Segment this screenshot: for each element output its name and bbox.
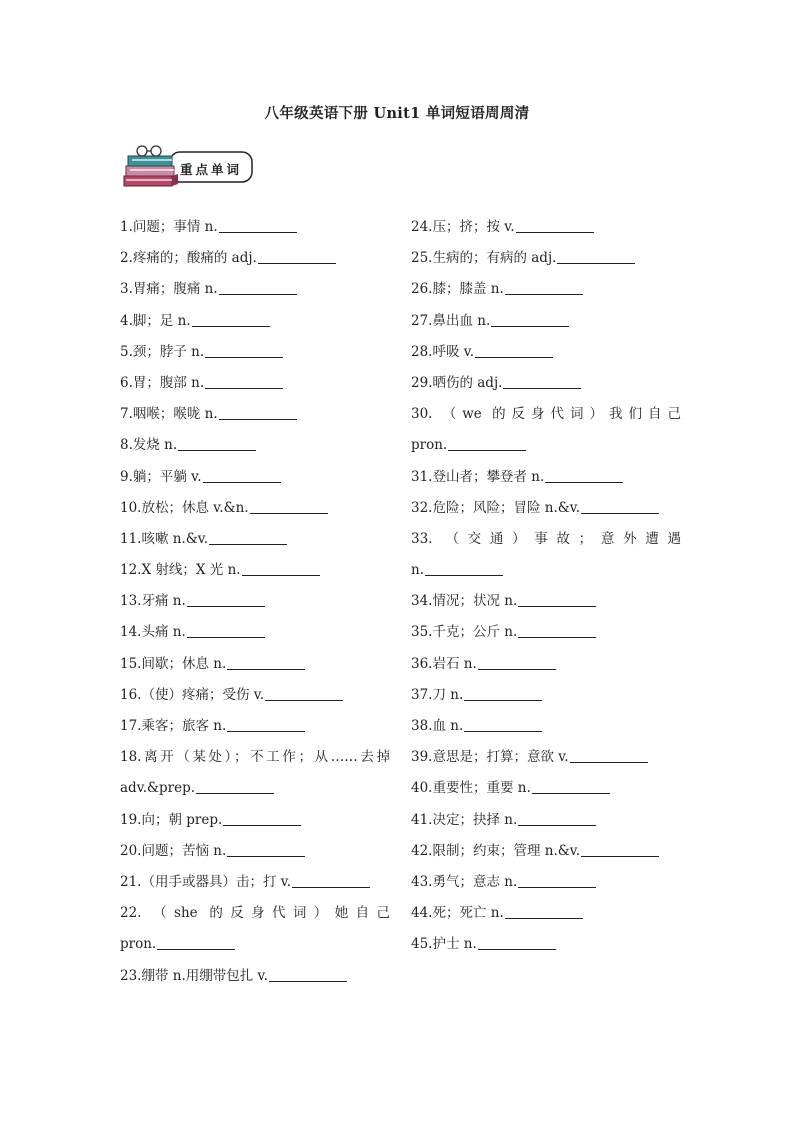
answer-blank[interactable] xyxy=(518,811,596,826)
word-item xyxy=(411,742,681,773)
word-prompt: 22. （she 的反身代词）她自己 xyxy=(120,905,390,922)
word-prompt: 29.晒伤的 adj. xyxy=(411,374,503,391)
word-prompt: 4.脚；足 n. xyxy=(120,312,191,329)
word-item xyxy=(411,586,681,617)
word-prompt: 2.疼痛的；酸痛的 adj. xyxy=(120,250,257,267)
word-prompt: 25.生病的；有病的 adj. xyxy=(411,250,557,267)
answer-blank[interactable] xyxy=(205,374,283,389)
word-item xyxy=(120,773,390,804)
word-item xyxy=(120,243,390,274)
answer-blank[interactable] xyxy=(157,935,235,950)
word-prompt: 11.咳嗽 n.&v. xyxy=(120,530,209,547)
word-prompt: 14.头痛 n. xyxy=(120,624,186,641)
word-prompt: 15.间歇；休息 n. xyxy=(120,655,227,672)
word-item xyxy=(120,961,390,992)
word-item xyxy=(120,555,390,586)
answer-blank[interactable] xyxy=(581,842,659,857)
word-item xyxy=(411,524,681,555)
answer-blank[interactable] xyxy=(187,592,265,607)
word-item xyxy=(411,836,681,867)
word-prompt: adv.&prep. xyxy=(120,780,196,797)
answer-blank[interactable] xyxy=(545,468,623,483)
answer-blank[interactable] xyxy=(505,280,583,295)
answer-blank[interactable] xyxy=(227,655,305,670)
word-item xyxy=(120,680,390,711)
word-prompt: 23.绷带 n.用绷带包扎 v. xyxy=(120,967,268,984)
word-item xyxy=(120,493,390,524)
word-item xyxy=(120,898,390,929)
answer-blank[interactable] xyxy=(187,623,265,638)
answer-blank[interactable] xyxy=(505,904,583,919)
word-item xyxy=(411,617,681,648)
answer-blank[interactable] xyxy=(516,218,594,233)
answer-blank[interactable] xyxy=(227,842,305,857)
answer-blank[interactable] xyxy=(478,935,556,950)
answer-blank[interactable] xyxy=(178,436,256,451)
word-item xyxy=(411,493,681,524)
answer-blank[interactable] xyxy=(265,686,343,701)
word-prompt: 1.问题；事情 n. xyxy=(120,219,218,235)
word-prompt: 39.意思是；打算；意欲 v. xyxy=(411,749,569,766)
right-word-list xyxy=(411,212,681,961)
word-prompt: 36.岩石 n. xyxy=(411,655,477,672)
word-prompt: 12.X 射线；X 光 n. xyxy=(120,562,241,579)
answer-blank[interactable] xyxy=(219,280,297,295)
word-prompt: n. xyxy=(411,562,424,579)
word-item xyxy=(120,836,390,867)
answer-blank[interactable] xyxy=(425,561,503,576)
word-item xyxy=(411,929,681,960)
word-prompt: 5.颈；脖子 n. xyxy=(120,343,205,360)
word-prompt: 44.死；死亡 n. xyxy=(411,905,504,922)
word-prompt: 28.呼吸 v. xyxy=(411,343,475,360)
word-prompt: 27.鼻出血 n. xyxy=(411,312,491,329)
word-prompt: 18.离开（某处）；不工作；从……去掉 xyxy=(120,749,390,766)
left-word-list xyxy=(120,212,390,992)
answer-blank[interactable] xyxy=(503,374,581,389)
answer-blank[interactable] xyxy=(269,967,347,982)
word-item xyxy=(411,399,681,430)
word-prompt: 10.放松；休息 v.&n. xyxy=(120,499,249,516)
answer-blank[interactable] xyxy=(570,748,648,763)
word-item xyxy=(411,680,681,711)
word-prompt: 41.决定；抉择 n. xyxy=(411,811,518,828)
answer-blank[interactable] xyxy=(518,592,596,607)
word-item xyxy=(120,306,390,337)
word-prompt: 31.登山者；攀登者 n. xyxy=(411,468,545,485)
badge-label: 重点单词 xyxy=(180,162,243,177)
word-item xyxy=(120,368,390,399)
word-item xyxy=(120,711,390,742)
answer-blank[interactable] xyxy=(219,218,297,233)
answer-blank[interactable] xyxy=(518,873,596,888)
word-prompt: 6.胃；腹部 n. xyxy=(120,374,205,391)
word-item xyxy=(120,649,390,680)
word-prompt: 37.刀 n. xyxy=(411,686,464,703)
answer-blank[interactable] xyxy=(258,249,336,264)
word-prompt: 9.躺；平躺 v. xyxy=(120,468,202,485)
word-item xyxy=(411,773,681,804)
word-item xyxy=(411,212,681,243)
word-item xyxy=(411,805,681,836)
word-prompt: 38.血 n. xyxy=(411,718,464,734)
word-item xyxy=(411,430,681,461)
word-item xyxy=(120,742,390,773)
word-item xyxy=(120,617,390,648)
word-prompt: 8.发烧 n. xyxy=(120,437,178,454)
word-item xyxy=(120,867,390,898)
word-prompt: 26.膝；膝盖 n. xyxy=(411,281,504,298)
word-prompt: 20.问题；苦恼 n. xyxy=(120,842,227,859)
answer-blank[interactable] xyxy=(475,343,553,358)
word-item xyxy=(120,524,390,555)
word-item xyxy=(411,243,681,274)
word-prompt: 35.千克；公斤 n. xyxy=(411,624,518,641)
word-item xyxy=(411,274,681,305)
word-prompt: 40.重要性；重要 n. xyxy=(411,780,531,797)
answer-blank[interactable] xyxy=(464,717,542,732)
word-prompt: 7.咽喉；喉咙 n. xyxy=(120,406,218,423)
answer-blank[interactable] xyxy=(203,468,281,483)
word-item xyxy=(411,711,681,742)
page-title: 八年级英语下册 Unit1 单词短语周周清 xyxy=(264,105,530,122)
word-prompt: 32.危险；风险；冒险 n.&v. xyxy=(411,499,581,516)
answer-blank[interactable] xyxy=(209,530,287,545)
answer-blank[interactable] xyxy=(581,499,659,514)
word-prompt: 33. （交通）事故；意外遭遇 xyxy=(411,530,681,547)
word-item xyxy=(411,867,681,898)
word-item xyxy=(120,337,390,368)
answer-blank[interactable] xyxy=(219,405,297,420)
word-item xyxy=(120,430,390,461)
word-prompt: 3.胃痛；腹痛 n. xyxy=(120,281,218,298)
word-item xyxy=(411,555,681,586)
answer-blank[interactable] xyxy=(223,811,301,826)
word-prompt: pron. xyxy=(120,936,157,953)
word-prompt: 24.压；挤；按 v. xyxy=(411,219,515,235)
word-item xyxy=(120,212,390,243)
word-item xyxy=(120,462,390,493)
word-prompt: 19.向；朝 prep. xyxy=(120,811,223,828)
word-item xyxy=(120,274,390,305)
word-item xyxy=(120,805,390,836)
answer-blank[interactable] xyxy=(557,249,635,264)
word-prompt: 42.限制；约束；管理 n.&v. xyxy=(411,842,581,859)
word-prompt: 16.（使）疼痛；受伤 v. xyxy=(120,686,265,703)
answer-blank[interactable] xyxy=(448,436,526,451)
word-prompt: 17.乘客；旅客 n. xyxy=(120,718,227,734)
answer-blank[interactable] xyxy=(292,873,370,888)
word-prompt: 21.（用手或器具）击；打 v. xyxy=(120,873,292,890)
word-item xyxy=(411,898,681,929)
answer-blank[interactable] xyxy=(205,343,283,358)
answer-blank[interactable] xyxy=(464,686,542,701)
answer-blank[interactable] xyxy=(491,312,569,327)
word-item xyxy=(120,399,390,430)
word-prompt: 34.情况；状况 n. xyxy=(411,593,518,610)
word-item xyxy=(120,929,390,960)
word-prompt: 43.勇气；意志 n. xyxy=(411,873,518,890)
word-item xyxy=(411,649,681,680)
answer-blank[interactable] xyxy=(192,312,270,327)
word-item xyxy=(120,586,390,617)
answer-blank[interactable] xyxy=(250,499,328,514)
section-badge xyxy=(120,142,256,192)
answer-blank[interactable] xyxy=(532,779,610,794)
answer-blank[interactable] xyxy=(478,655,556,670)
word-prompt: pron. xyxy=(411,437,448,454)
answer-blank[interactable] xyxy=(518,623,596,638)
answer-blank[interactable] xyxy=(227,717,305,732)
word-prompt: 45.护士 n. xyxy=(411,936,477,953)
word-item xyxy=(411,462,681,493)
word-prompt: 13.牙痛 n. xyxy=(120,593,186,610)
word-item xyxy=(411,368,681,399)
word-prompt: 30. （we 的反身代词）我们自己 xyxy=(411,406,681,423)
answer-blank[interactable] xyxy=(196,779,274,794)
answer-blank[interactable] xyxy=(242,561,320,576)
word-item xyxy=(411,337,681,368)
word-item xyxy=(411,306,681,337)
